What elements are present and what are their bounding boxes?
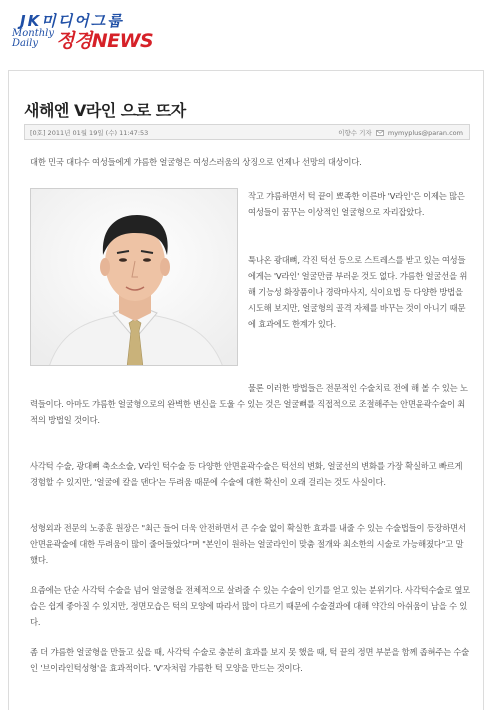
article-paragraph-5: 사각턱 수술, 광대뼈 축소소술, V라인 턱수술 등 다양한 안면윤곽수술은 턱선의 변화, 얼굴선의 변화를 가장 확실하고 빠르게 경험할 수 있지만, '얼굴에 칼을 댄다'는 두려움 때문에 수술에 대한 확신이 오래 걸리는 것도 사실이다. bbox=[30, 461, 463, 487]
brand-daily: Daily bbox=[12, 38, 39, 49]
article-date: [0호] 2011년 01월 19일 (수) 11:47:53 bbox=[30, 129, 149, 137]
author-email-link[interactable]: mymyplus@paran.com bbox=[387, 129, 463, 137]
article-byline bbox=[336, 128, 463, 137]
brand-group-name: JK미디어그룹 bbox=[20, 12, 124, 30]
article-paragraph-1: 대한 민국 대다수 여성들에게 갸름한 얼굴형은 여성스러움의 상징으로 언제나 선망의 대상이다. bbox=[30, 157, 362, 167]
envelope-icon bbox=[376, 129, 386, 137]
article-paragraph-8: 좀 더 갸름한 얼굴형을 만들고 싶을 때, 사각턱 수술로 충분히 효과를 보지 못 했을 때, 턱 끝의 정면 부분을 함께 좁혀주는 수술인 '브이라인턱성형'을 효과적이다. 'V'자처럼 갸름한 턱 모양을 만드는 것이다. bbox=[30, 647, 469, 673]
brand-main-title: 정경NEWS bbox=[56, 30, 154, 52]
author-name: 이향수 기자 bbox=[338, 129, 372, 137]
article-paragraph-4: 물론 이러한 방법들은 전문적인 수술치료 전에 해 볼 수 있는 노력들이다. 아마도 갸름한 얼굴형으로의 완벽한 변신을 도울 수 있는 것은 얼굴뼈를 직접적으로 조절해주는 안면윤곽수술이 최적의 방법일 것이다. bbox=[30, 383, 468, 425]
article-meta-bar bbox=[24, 124, 470, 140]
masthead-logo[interactable] bbox=[12, 8, 212, 58]
article-headline: 새해엔 V라인 으로 뜨자 bbox=[24, 101, 186, 120]
portrait-photo bbox=[30, 188, 238, 366]
article-paragraph-7: 요즘에는 단순 사각턱 수술을 넘어 얼굴형을 전체적으로 살려줄 수 있는 수술이 인기를 얻고 있는 분위기다. 사각턱수술로 옆모습은 쉽게 좋아질 수 있지만, 정면모습은 턱의 모양에 따라서 많이 다르기 때문에 수술결과에 대해 약간의 아쉬움이 남을 수 있다. bbox=[30, 585, 470, 627]
brand-monthly: Monthly bbox=[12, 28, 55, 39]
article-paragraph-2: 작고 갸름하면서 턱 끝이 뾰족한 이른바 'V라인'은 이제는 많은 여성들이 꿈꾸는 이상적인 얼굴형으로 자리잡았다. bbox=[248, 191, 465, 217]
article-paragraph-6: 성형외과 전문의 노종훈 원장은 "최근 들어 더욱 안전하면서 큰 수술 없이 확실한 효과를 내줄 수 있는 수술법들이 등장하면서 안면윤곽술에 대한 두려움이 많이 줄어들었다"며 "본인이 원하는 얼굴라인이 맞춤 절개와 최소한의 시술로 가능해졌다"고 말했다. bbox=[30, 523, 466, 565]
article-paragraph-3: 툭나온 광대뼈, 각진 턱선 등으로 스트레스를 받고 있는 여성들에게는 'V라인' 얼굴만큼 부러운 것도 없다. 갸름한 얼굴선을 위해 기능성 화장품이나 경락마사지, 식이요법 등 다양한 방법을 시도해 보지만, 얼굴형의 골격 자체를 바꾸는 것이 아니기 때문에 효과에도 한계가 있다. bbox=[248, 255, 468, 329]
